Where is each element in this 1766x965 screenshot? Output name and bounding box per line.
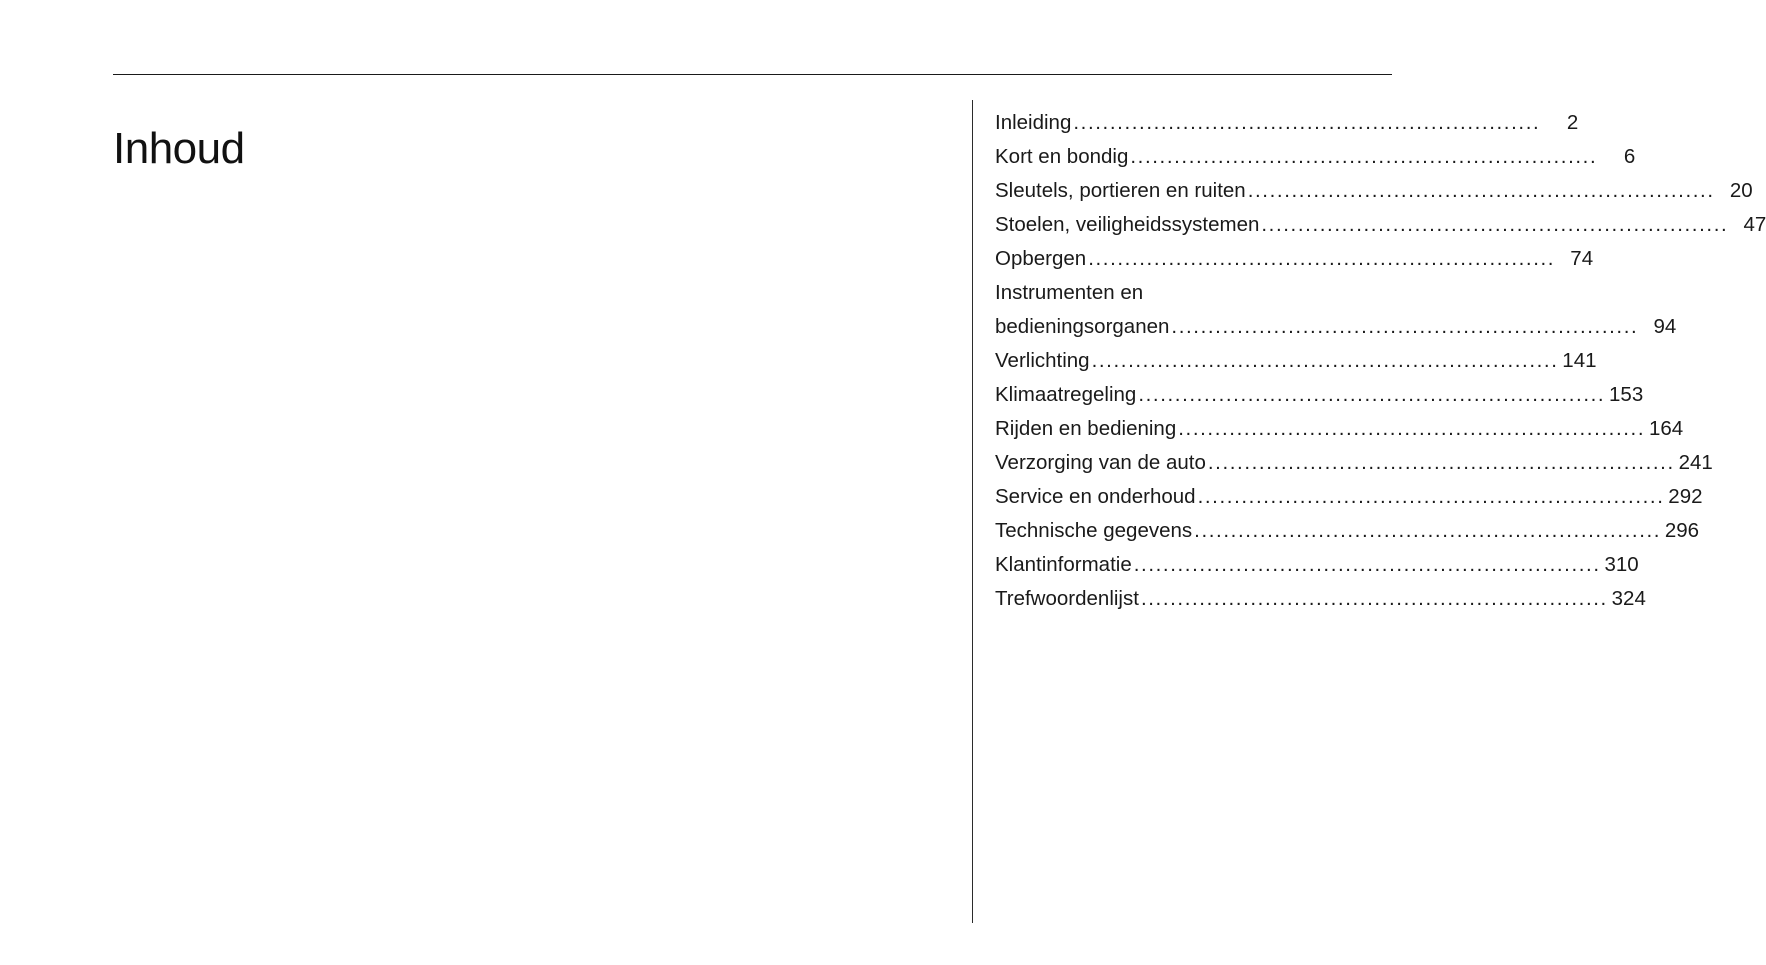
toc-leader-dots: ................................................................ bbox=[1261, 213, 1729, 236]
toc-entry[interactable] bbox=[995, 140, 1636, 174]
toc-entry-label: Klantinformatie bbox=[995, 553, 1132, 576]
toc-entry-label: Opbergen bbox=[995, 247, 1087, 270]
page-title: Inhoud bbox=[113, 124, 245, 174]
toc-entry-page: 47 bbox=[1743, 213, 1766, 236]
toc-entry-label: Service en onderhoud bbox=[995, 485, 1196, 508]
toc-entry-label: Verzorging van de auto bbox=[995, 451, 1206, 474]
toc-entry-page: 292 bbox=[1668, 485, 1703, 508]
toc-entry-label: Stoelen, veiligheidssystemen bbox=[995, 213, 1260, 236]
toc-entry-page: 164 bbox=[1648, 417, 1684, 440]
table-of-contents bbox=[995, 106, 1766, 616]
toc-entry-page: 296 bbox=[1664, 519, 1700, 542]
toc-entry-label-line2: bedieningsorganen bbox=[995, 315, 1170, 338]
toc-leader-dots: ................................................................ bbox=[1073, 111, 1541, 134]
toc-leader-dots: ................................................................ bbox=[1194, 519, 1662, 542]
toc-entry[interactable] bbox=[995, 106, 1579, 140]
toc-leader-dots: ................................................................ bbox=[1171, 315, 1639, 338]
toc-vertical-divider bbox=[972, 100, 973, 923]
toc-entry[interactable] bbox=[995, 480, 1703, 514]
toc-entry[interactable] bbox=[995, 582, 1646, 616]
toc-leader-dots: ................................................................ bbox=[1138, 383, 1606, 406]
toc-entry[interactable] bbox=[995, 412, 1684, 446]
toc-entry-page: 310 bbox=[1604, 553, 1639, 576]
toc-entry-page: 241 bbox=[1678, 451, 1713, 474]
toc-entry-page: 324 bbox=[1611, 587, 1646, 610]
toc-entry[interactable] bbox=[995, 446, 1713, 480]
toc-entry-label: Verlichting bbox=[995, 349, 1090, 372]
toc-leader-dots: ................................................................ bbox=[1247, 179, 1715, 202]
toc-entry-page: 153 bbox=[1609, 383, 1644, 406]
toc-entry-label: Kort en bondig bbox=[995, 145, 1129, 168]
toc-entry-page: 2 bbox=[1566, 111, 1579, 134]
toc-entry-page: 20 bbox=[1729, 179, 1753, 202]
toc-entry[interactable] bbox=[995, 378, 1644, 412]
toc-entry[interactable] bbox=[995, 514, 1700, 548]
toc-entry-page: 6 bbox=[1623, 145, 1636, 168]
toc-entry-label: Trefwoordenlijst bbox=[995, 587, 1139, 610]
toc-entry[interactable] bbox=[995, 276, 1677, 344]
toc-entry-page: 74 bbox=[1570, 247, 1594, 270]
toc-entry[interactable] bbox=[995, 548, 1639, 582]
toc-leader-dots: ................................................................ bbox=[1178, 417, 1646, 440]
toc-entry-label: Technische gegevens bbox=[995, 519, 1193, 542]
toc-leader-dots: ................................................................ bbox=[1133, 553, 1601, 576]
toc-leader-dots: ................................................................ bbox=[1140, 587, 1608, 610]
toc-entry-page: 94 bbox=[1653, 315, 1677, 338]
toc-leader-dots: ................................................................ bbox=[1197, 485, 1665, 508]
toc-entry-page: 141 bbox=[1562, 349, 1597, 372]
toc-entry[interactable] bbox=[995, 208, 1766, 242]
toc-entry[interactable] bbox=[995, 174, 1753, 208]
toc-entry-label: Sleutels, portieren en ruiten bbox=[995, 179, 1246, 202]
toc-entry-label: Rijden en bediening bbox=[995, 417, 1177, 440]
toc-entry[interactable] bbox=[995, 344, 1597, 378]
toc-leader-dots: ................................................................ bbox=[1091, 349, 1559, 372]
toc-leader-dots: ................................................................ bbox=[1130, 145, 1598, 168]
toc-leader-dots: ................................................................ bbox=[1088, 247, 1556, 270]
toc-entry-label: Klimaatregeling bbox=[995, 383, 1137, 406]
toc-entry-label: Inleiding bbox=[995, 111, 1072, 134]
toc-leader-dots: ................................................................ bbox=[1207, 451, 1675, 474]
header-rule bbox=[113, 74, 1392, 75]
toc-entry[interactable] bbox=[995, 242, 1594, 276]
toc-entry-label-line1: Instrumenten en bbox=[995, 281, 1144, 304]
